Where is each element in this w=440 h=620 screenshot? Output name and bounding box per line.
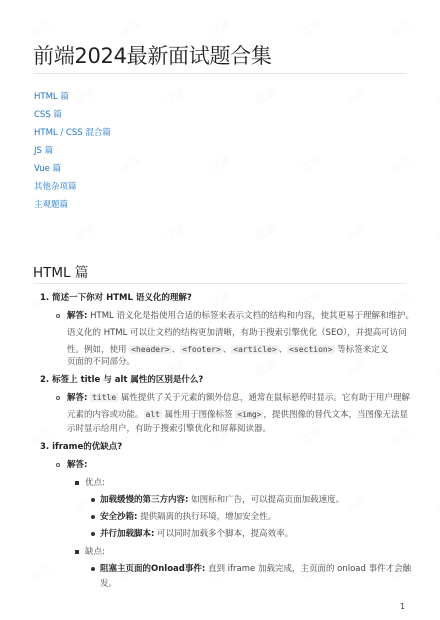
square-bullet-icon — [75, 481, 79, 485]
hollow-bullet-icon — [56, 314, 60, 318]
cons-item-continuation: 发。 — [100, 579, 118, 589]
inline-code: <section> — [289, 345, 333, 354]
watermark-text — [343, 492, 368, 515]
answer-label: 解答: — [67, 393, 88, 403]
toc-item — [34, 106, 111, 124]
watermark-text — [343, 84, 368, 107]
hollow-bullet-icon — [56, 463, 60, 467]
toc-item — [34, 178, 111, 196]
toc-item — [34, 196, 111, 214]
watermark-text — [298, 152, 323, 175]
watermark-text — [433, 220, 440, 243]
filled-bullet-icon — [91, 498, 95, 502]
question-text: iframe的优缺点? — [52, 442, 123, 452]
watermark-text — [73, 492, 98, 515]
inline-code: <article> — [233, 345, 277, 354]
answer-text: 属性提供了关于元素的额外信息，通常在鼠标悬停时显示。它有助于用户理解 — [118, 393, 410, 403]
watermark-text — [343, 356, 368, 379]
pros-item — [100, 528, 293, 540]
cons-item-label: 阻塞主页面的Onload事件: — [100, 564, 206, 574]
toc-link-vue[interactable]: Vue 篇 — [34, 164, 62, 174]
toc-item — [34, 124, 111, 142]
answer-text: HTML 语义化是指使用合适的标签来表示文档的结构和内容，使其更易于理解和维护。 — [90, 311, 414, 321]
watermark-text — [388, 424, 413, 447]
inline-code: <img> — [237, 410, 262, 419]
watermark-text — [163, 84, 188, 107]
toc-link-js[interactable]: JS 篇 — [34, 146, 54, 156]
watermark-text — [28, 16, 53, 39]
watermark-text — [343, 220, 368, 243]
watermark-text — [253, 84, 278, 107]
separator: 、 — [171, 345, 181, 355]
pros-item-text: 如图标和广告，可以提高页面加载速度。 — [191, 495, 345, 505]
watermark-text — [253, 220, 278, 243]
answer-text: 性。例如，使用 — [67, 345, 130, 355]
answer-label: 解答: — [67, 311, 88, 321]
question-number: 2. — [40, 375, 50, 385]
filled-bullet-icon — [91, 567, 95, 571]
pros-item-label: 安全沙箱: — [100, 512, 138, 522]
toc-link-html[interactable]: HTML 篇 — [34, 92, 69, 102]
document-title: 前端2024最新面试题合集 — [33, 44, 272, 68]
watermark-text — [433, 84, 440, 107]
pros-item-text: 提供隔离的执行环境，增加安全性。 — [140, 512, 277, 522]
answer-text: 属性用于图像标签 — [161, 410, 236, 420]
question-2 — [40, 374, 203, 386]
answer-text: 等标签来定义 — [334, 345, 389, 355]
pros-label: 优点: — [85, 478, 105, 488]
watermark-text — [298, 424, 323, 447]
separator: 、 — [222, 345, 232, 355]
answer-text: 元素的内容或功能。 — [67, 410, 144, 420]
watermark-text — [388, 16, 413, 39]
watermark-text — [253, 356, 278, 379]
hollow-bullet-icon — [56, 396, 60, 400]
watermark-text — [28, 560, 53, 583]
watermark-text — [388, 152, 413, 175]
toc-item — [34, 88, 111, 106]
cons-item — [100, 563, 411, 575]
toc-link-html-css[interactable]: HTML / CSS 混合篇 — [34, 128, 111, 138]
watermark-text — [118, 16, 143, 39]
watermark-text — [298, 288, 323, 311]
answer-2-line-3: 示时显示给用户，有助于搜索引擎优化和屏幕阅读器。 — [67, 424, 272, 434]
watermark-text — [388, 288, 413, 311]
watermark-text — [73, 220, 98, 243]
table-of-contents — [34, 88, 111, 214]
question-1 — [40, 292, 192, 304]
pros-item — [100, 511, 276, 523]
pros-item-text: 可以同时加载多个脚本，提高效率。 — [157, 529, 294, 539]
question-text: 标签上 title 与 alt 属性的区别是什么? — [52, 375, 204, 385]
answer-2-line-2 — [67, 409, 408, 421]
pros-item-label: 加载缓慢的第三方内容: — [100, 495, 189, 505]
watermark-text — [433, 492, 440, 515]
toc-link-subjective[interactable]: 主观题篇 — [34, 200, 69, 210]
cons-label: 缺点: — [85, 547, 105, 557]
question-3 — [40, 441, 122, 453]
answer-3-label: 解答: — [67, 460, 88, 470]
square-bullet-icon — [75, 550, 79, 554]
toc-item — [34, 142, 111, 160]
answer-1-line-3 — [67, 344, 388, 356]
toc-link-misc[interactable]: 其他杂项篇 — [34, 182, 77, 192]
section-divider — [33, 283, 407, 284]
cons-item-text: 直到 iframe 加载完成，主页面的 onload 事件才会触 — [207, 564, 412, 574]
watermark-text — [118, 152, 143, 175]
answer-1-line-4: 页面的不同部分。 — [67, 357, 136, 367]
question-text: 简述一下你对 HTML 语义化的理解? — [52, 293, 192, 303]
filled-bullet-icon — [91, 515, 95, 519]
filled-bullet-icon — [91, 532, 95, 536]
watermark-text — [208, 16, 233, 39]
question-number: 3. — [40, 442, 50, 452]
answer-text: ，提供图像的替代文本，当图像无法显 — [263, 410, 408, 420]
inline-code: <header> — [131, 345, 170, 354]
question-number: 1. — [40, 293, 50, 303]
toc-item — [34, 160, 111, 178]
answer-2-line-1 — [67, 392, 410, 404]
watermark-text — [433, 356, 440, 379]
watermark-text — [208, 288, 233, 311]
pros-item — [100, 494, 344, 506]
watermark-text — [298, 16, 323, 39]
title-divider — [33, 73, 407, 74]
section-heading: HTML 篇 — [33, 265, 89, 281]
watermark-text — [208, 152, 233, 175]
pros-item-label: 并行加载脚本: — [100, 529, 155, 539]
answer-1-line-1 — [67, 310, 414, 322]
answer-1-line-2: 语义化的 HTML 可以让文档的结构更加清晰，有助于搜索引擎优化（SEO），并提高可访问 — [67, 328, 407, 338]
watermark-text — [163, 220, 188, 243]
separator: 、 — [278, 345, 288, 355]
page-number: 1 — [400, 602, 406, 611]
inline-code: title — [92, 393, 117, 402]
inline-code: alt — [145, 410, 160, 419]
inline-code: <footer> — [182, 345, 221, 354]
toc-link-css[interactable]: CSS 篇 — [34, 110, 62, 120]
